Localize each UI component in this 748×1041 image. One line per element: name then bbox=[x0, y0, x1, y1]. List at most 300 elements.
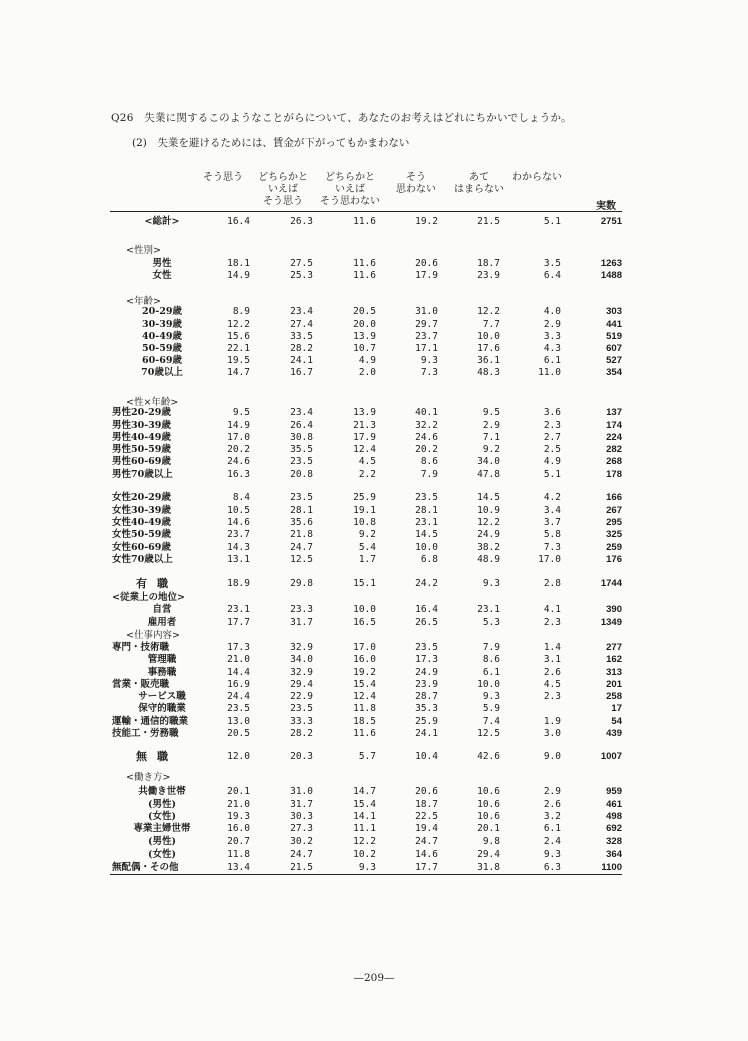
table-cell: 11.6 bbox=[353, 728, 376, 739]
row-label: 70歳以上 bbox=[141, 367, 183, 378]
table-cell: 30.2 bbox=[290, 836, 313, 847]
table-cell: 18.1 bbox=[227, 258, 250, 269]
table-cell: 29.7 bbox=[415, 319, 438, 330]
table-cell: 3.7 bbox=[543, 517, 561, 528]
table-cell: 23.7 bbox=[227, 529, 250, 540]
row-label: <総計> bbox=[144, 216, 180, 227]
column-header-line: いえば bbox=[335, 184, 365, 195]
row-label: 40-49歳 bbox=[142, 331, 182, 342]
table-cell: 12.2 bbox=[477, 517, 500, 528]
table-cell: 33.5 bbox=[290, 331, 313, 342]
row-count: 439 bbox=[606, 728, 622, 739]
table-cell: 14.7 bbox=[227, 367, 250, 378]
table-row bbox=[0, 331, 748, 343]
row-count: 258 bbox=[606, 691, 622, 702]
table-cell: 9.3 bbox=[543, 849, 561, 860]
table-cell: 12.4 bbox=[353, 691, 376, 702]
table-cell: 6.8 bbox=[420, 554, 438, 565]
table-row bbox=[0, 355, 748, 367]
table-row bbox=[0, 245, 748, 257]
table-cell: 11.0 bbox=[538, 367, 561, 378]
row-label: <年齢> bbox=[126, 296, 161, 307]
table-row bbox=[0, 469, 748, 481]
table-cell: 15.4 bbox=[353, 679, 376, 690]
table-cell: 21.0 bbox=[227, 799, 250, 810]
row-count: 166 bbox=[606, 492, 622, 503]
column-header-line: はまらない bbox=[454, 184, 504, 195]
row-count: 162 bbox=[606, 654, 622, 665]
row-label: 60-69歳 bbox=[142, 355, 182, 366]
table-cell: 20.3 bbox=[290, 751, 313, 762]
table-cell: 2.7 bbox=[543, 432, 561, 443]
row-count: 354 bbox=[606, 367, 622, 378]
column-header-line: そう思う bbox=[263, 196, 303, 207]
table-cell: 2.2 bbox=[358, 469, 376, 480]
table-cell: 8.6 bbox=[420, 456, 438, 467]
table-cell: 17.3 bbox=[227, 642, 250, 653]
table-cell: 25.9 bbox=[353, 492, 376, 503]
table-cell: 14.3 bbox=[227, 542, 250, 553]
table-cell: 14.9 bbox=[227, 420, 250, 431]
row-count: 692 bbox=[606, 823, 622, 834]
table-row bbox=[0, 836, 748, 848]
table-row bbox=[0, 492, 748, 504]
table-cell: 10.8 bbox=[353, 517, 376, 528]
table-cell: 20.8 bbox=[290, 469, 313, 480]
table-cell: 6.3 bbox=[543, 862, 561, 873]
table-cell: 1.4 bbox=[543, 642, 561, 653]
table-cell: 3.6 bbox=[543, 407, 561, 418]
table-row bbox=[0, 270, 748, 282]
table-cell: 3.0 bbox=[543, 728, 561, 739]
table-cell: 17.0 bbox=[227, 432, 250, 443]
row-label: 男性 bbox=[152, 258, 172, 269]
table-cell: 9.2 bbox=[358, 529, 376, 540]
row-label: 30-39歳 bbox=[142, 319, 182, 330]
table-cell: 26.3 bbox=[290, 216, 313, 227]
table-cell: 23.5 bbox=[415, 642, 438, 653]
table-cell: 13.4 bbox=[227, 862, 250, 873]
table-cell: 23.1 bbox=[227, 604, 250, 615]
row-label: 専業主婦世帯 bbox=[133, 823, 191, 834]
row-count: 17 bbox=[611, 703, 622, 714]
table-cell: 38.2 bbox=[477, 542, 500, 553]
table-cell: 28.7 bbox=[415, 691, 438, 702]
table-cell: 23.5 bbox=[290, 456, 313, 467]
table-cell: 17.0 bbox=[538, 554, 561, 565]
table-cell: 13.9 bbox=[353, 407, 376, 418]
row-label: <性×年齢> bbox=[126, 397, 179, 408]
table-cell: 9.3 bbox=[482, 578, 500, 589]
table-row bbox=[0, 592, 748, 604]
table-row bbox=[0, 258, 748, 270]
table-row bbox=[0, 703, 748, 715]
table-cell: 4.1 bbox=[543, 604, 561, 615]
table-cell: 14.9 bbox=[227, 270, 250, 281]
row-count: 1100 bbox=[601, 862, 622, 873]
table-cell: 14.4 bbox=[227, 667, 250, 678]
row-count: 390 bbox=[606, 604, 622, 615]
table-cell: 7.4 bbox=[482, 716, 500, 727]
table-cell: 14.1 bbox=[353, 811, 376, 822]
table-cell: 16.7 bbox=[290, 367, 313, 378]
table-row bbox=[0, 604, 748, 616]
table-cell: 28.1 bbox=[290, 505, 313, 516]
table-row bbox=[0, 811, 748, 823]
table-cell: 2.3 bbox=[543, 617, 561, 628]
table-row bbox=[0, 554, 748, 566]
table-cell: 3.4 bbox=[543, 505, 561, 516]
row-count: 201 bbox=[606, 679, 622, 690]
row-label: 無配偶・その他 bbox=[112, 862, 179, 873]
row-count: 259 bbox=[606, 542, 622, 553]
table-row bbox=[0, 529, 748, 541]
row-label: 管理職 bbox=[147, 654, 177, 665]
row-count: 607 bbox=[606, 343, 622, 354]
table-cell: 9.5 bbox=[232, 407, 250, 418]
table-row bbox=[0, 306, 748, 318]
table-row bbox=[0, 432, 748, 444]
table-cell: 23.5 bbox=[227, 703, 250, 714]
table-cell: 23.5 bbox=[415, 492, 438, 503]
row-label: 女性 bbox=[152, 270, 172, 281]
table-cell: 28.2 bbox=[290, 728, 313, 739]
row-label: 男性70歳以上 bbox=[112, 469, 173, 480]
table-cell: 11.8 bbox=[227, 849, 250, 860]
table-cell: 1.9 bbox=[543, 716, 561, 727]
table-cell: 19.3 bbox=[227, 811, 250, 822]
table-cell: 32.2 bbox=[415, 420, 438, 431]
table-cell: 24.9 bbox=[415, 667, 438, 678]
table-cell: 4.3 bbox=[543, 343, 561, 354]
row-count: 267 bbox=[606, 505, 622, 516]
table-cell: 10.0 bbox=[353, 604, 376, 615]
table-cell: 17.6 bbox=[477, 343, 500, 354]
row-label: (女性) bbox=[148, 849, 176, 860]
table-cell: 27.4 bbox=[290, 319, 313, 330]
table-cell: 4.5 bbox=[543, 679, 561, 690]
table-cell: 2.5 bbox=[543, 444, 561, 455]
table-row bbox=[0, 420, 748, 432]
row-count: 1744 bbox=[600, 578, 622, 589]
table-cell: 17.9 bbox=[415, 270, 438, 281]
table-row bbox=[0, 716, 748, 728]
table-row bbox=[0, 642, 748, 654]
table-cell: 16.4 bbox=[227, 216, 250, 227]
table-cell: 5.3 bbox=[482, 617, 500, 628]
table-row bbox=[0, 823, 748, 835]
row-count: 1349 bbox=[600, 617, 622, 628]
row-label: 事務職 bbox=[147, 667, 177, 678]
table-row bbox=[0, 343, 748, 355]
table-row bbox=[0, 444, 748, 456]
table-cell: 31.7 bbox=[290, 799, 313, 810]
table-row bbox=[0, 578, 748, 590]
table-row bbox=[0, 407, 748, 419]
table-cell: 16.0 bbox=[353, 654, 376, 665]
table-cell: 26.4 bbox=[290, 420, 313, 431]
table-cell: 24.6 bbox=[227, 456, 250, 467]
table-cell: 2.9 bbox=[482, 420, 500, 431]
page-number: —209— bbox=[353, 972, 395, 984]
row-label: 女性50-59歳 bbox=[112, 529, 171, 540]
row-label: 男性60-69歳 bbox=[112, 456, 171, 467]
table-cell: 4.2 bbox=[543, 492, 561, 503]
table-row bbox=[0, 799, 748, 811]
row-label: <働き方> bbox=[126, 772, 171, 783]
table-cell: 5.1 bbox=[543, 216, 561, 227]
table-cell: 19.5 bbox=[227, 355, 250, 366]
table-cell: 4.0 bbox=[543, 306, 561, 317]
row-count: 224 bbox=[606, 432, 622, 443]
table-cell: 20.2 bbox=[415, 444, 438, 455]
row-count: 268 bbox=[606, 456, 622, 467]
table-cell: 23.9 bbox=[477, 270, 500, 281]
table-cell: 16.4 bbox=[415, 604, 438, 615]
table-cell: 31.7 bbox=[290, 617, 313, 628]
table-cell: 1.7 bbox=[358, 554, 376, 565]
row-label: (男性) bbox=[148, 799, 176, 810]
table-row bbox=[0, 654, 748, 666]
table-cell: 18.7 bbox=[415, 799, 438, 810]
table-cell: 2.3 bbox=[543, 691, 561, 702]
table-row bbox=[0, 216, 748, 228]
row-label: 自営 bbox=[152, 604, 172, 615]
table-cell: 5.8 bbox=[543, 529, 561, 540]
table-cell: 20.6 bbox=[415, 786, 438, 797]
row-label: 男性50-59歳 bbox=[112, 444, 171, 455]
table-cell: 21.3 bbox=[353, 420, 376, 431]
table-cell: 5.4 bbox=[358, 542, 376, 553]
table-cell: 17.3 bbox=[415, 654, 438, 665]
table-cell: 8.9 bbox=[232, 306, 250, 317]
table-cell: 18.9 bbox=[227, 578, 250, 589]
row-label: 保守的職業 bbox=[138, 703, 186, 714]
table-cell: 15.6 bbox=[227, 331, 250, 342]
table-cell: 14.7 bbox=[353, 786, 376, 797]
table-cell: 21.5 bbox=[290, 862, 313, 873]
column-header-line: そう思わない bbox=[320, 196, 380, 207]
table-cell: 11.6 bbox=[353, 216, 376, 227]
row-count: 441 bbox=[606, 319, 622, 330]
table-cell: 23.5 bbox=[290, 492, 313, 503]
row-label: <従業上の地位> bbox=[112, 592, 185, 603]
table-cell: 9.2 bbox=[482, 444, 500, 455]
row-count: 364 bbox=[606, 849, 622, 860]
row-label: 専門・技術職 bbox=[112, 642, 170, 653]
row-count: 1263 bbox=[600, 258, 622, 269]
row-count: 176 bbox=[606, 554, 622, 565]
row-label: 女性30-39歳 bbox=[112, 505, 171, 516]
table-cell: 10.5 bbox=[227, 505, 250, 516]
table-cell: 13.9 bbox=[353, 331, 376, 342]
row-label: 有職 bbox=[136, 577, 178, 590]
table-cell: 8.6 bbox=[482, 654, 500, 665]
table-cell: 9.5 bbox=[482, 407, 500, 418]
table-cell: 19.2 bbox=[415, 216, 438, 227]
table-row bbox=[0, 667, 748, 679]
row-count: 325 bbox=[606, 529, 622, 540]
table-row bbox=[0, 728, 748, 740]
row-count: 295 bbox=[606, 517, 622, 528]
table-cell: 25.9 bbox=[415, 716, 438, 727]
column-header-line: どちらかと bbox=[325, 172, 375, 183]
table-cell: 23.4 bbox=[290, 407, 313, 418]
row-count: 303 bbox=[606, 306, 622, 317]
table-cell: 19.2 bbox=[353, 667, 376, 678]
table-cell: 12.5 bbox=[290, 554, 313, 565]
table-row bbox=[0, 786, 748, 798]
row-count: 277 bbox=[606, 642, 622, 653]
table-cell: 16.0 bbox=[227, 823, 250, 834]
row-count: 959 bbox=[606, 786, 622, 797]
table-cell: 17.1 bbox=[415, 343, 438, 354]
table-cell: 19.1 bbox=[353, 505, 376, 516]
table-cell: 18.7 bbox=[477, 258, 500, 269]
row-count: 461 bbox=[606, 799, 622, 810]
row-count: 519 bbox=[606, 331, 622, 342]
table-cell: 13.0 bbox=[227, 716, 250, 727]
table-row bbox=[0, 691, 748, 703]
table-row bbox=[0, 367, 748, 379]
table-cell: 4.9 bbox=[358, 355, 376, 366]
table-cell: 13.1 bbox=[227, 554, 250, 565]
table-cell: 3.5 bbox=[543, 258, 561, 269]
row-label: 運輸・通信的職業 bbox=[112, 716, 189, 727]
row-count: 2751 bbox=[600, 216, 622, 227]
row-count: 137 bbox=[606, 407, 622, 418]
table-cell: 36.1 bbox=[477, 355, 500, 366]
row-label: 50-59歳 bbox=[142, 343, 182, 354]
table-cell: 21.8 bbox=[290, 529, 313, 540]
table-cell: 12.0 bbox=[227, 751, 250, 762]
row-label: 技能工・労務職 bbox=[112, 728, 179, 739]
table-cell: 2.3 bbox=[543, 420, 561, 431]
table-cell: 10.7 bbox=[353, 343, 376, 354]
row-count: 1488 bbox=[600, 270, 622, 281]
table-cell: 23.9 bbox=[415, 679, 438, 690]
table-cell: 24.7 bbox=[415, 836, 438, 847]
row-label: 男性20-29歳 bbox=[112, 407, 171, 418]
table-cell: 7.9 bbox=[420, 469, 438, 480]
table-cell: 24.4 bbox=[227, 691, 250, 702]
table-cell: 34.0 bbox=[290, 654, 313, 665]
table-cell: 48.9 bbox=[477, 554, 500, 565]
table-cell: 25.3 bbox=[290, 270, 313, 281]
column-header-line: どちらかと bbox=[258, 172, 308, 183]
table-cell: 5.9 bbox=[482, 703, 500, 714]
table-cell: 10.6 bbox=[477, 786, 500, 797]
table-cell: 11.8 bbox=[353, 703, 376, 714]
row-count: 328 bbox=[606, 836, 622, 847]
row-count: 174 bbox=[606, 420, 622, 431]
table-row bbox=[0, 751, 748, 763]
row-label: (男性) bbox=[148, 836, 176, 847]
row-label: 雇用者 bbox=[147, 617, 177, 628]
table-cell: 10.0 bbox=[415, 542, 438, 553]
row-count: 498 bbox=[606, 811, 622, 822]
table-cell: 28.1 bbox=[415, 505, 438, 516]
table-cell: 18.5 bbox=[353, 716, 376, 727]
table-cell: 5.1 bbox=[543, 469, 561, 480]
table-cell: 2.0 bbox=[358, 367, 376, 378]
table-cell: 20.5 bbox=[353, 306, 376, 317]
table-cell: 9.3 bbox=[358, 862, 376, 873]
row-count: 1007 bbox=[600, 751, 622, 762]
table-cell: 10.0 bbox=[477, 679, 500, 690]
table-cell: 17.7 bbox=[227, 617, 250, 628]
table-cell: 48.3 bbox=[477, 367, 500, 378]
table-cell: 3.1 bbox=[543, 654, 561, 665]
table-cell: 11.6 bbox=[353, 270, 376, 281]
table-cell: 16.5 bbox=[353, 617, 376, 628]
table-cell: 14.6 bbox=[415, 849, 438, 860]
table-cell: 8.4 bbox=[232, 492, 250, 503]
table-cell: 2.6 bbox=[543, 667, 561, 678]
row-count: 313 bbox=[606, 667, 622, 678]
table-cell: 20.0 bbox=[353, 319, 376, 330]
table-cell: 20.5 bbox=[227, 728, 250, 739]
row-label: 営業・販売職 bbox=[112, 679, 170, 690]
table-cell: 2.6 bbox=[543, 799, 561, 810]
table-cell: 9.0 bbox=[543, 751, 561, 762]
table-row bbox=[0, 772, 748, 784]
table-cell: 17.7 bbox=[415, 862, 438, 873]
table-cell: 35.3 bbox=[415, 703, 438, 714]
table-cell: 7.9 bbox=[482, 642, 500, 653]
table-row bbox=[0, 319, 748, 331]
row-label: 男性40-49歳 bbox=[112, 432, 171, 443]
table-cell: 24.1 bbox=[415, 728, 438, 739]
table-cell: 23.3 bbox=[290, 604, 313, 615]
row-label: サービス職 bbox=[138, 691, 186, 702]
column-header-count: 実数 bbox=[596, 201, 616, 212]
table-cell: 22.5 bbox=[415, 811, 438, 822]
table-cell: 17.9 bbox=[353, 432, 376, 443]
table-cell: 20.2 bbox=[227, 444, 250, 455]
table-cell: 28.2 bbox=[290, 343, 313, 354]
table-cell: 21.5 bbox=[477, 216, 500, 227]
table-row bbox=[0, 630, 748, 642]
table-cell: 27.3 bbox=[290, 823, 313, 834]
table-cell: 23.1 bbox=[477, 604, 500, 615]
table-cell: 10.6 bbox=[477, 811, 500, 822]
table-cell: 4.9 bbox=[543, 456, 561, 467]
row-label: 女性40-49歳 bbox=[112, 517, 171, 528]
table-cell: 6.1 bbox=[482, 667, 500, 678]
table-cell: 33.3 bbox=[290, 716, 313, 727]
table-cell: 20.1 bbox=[477, 823, 500, 834]
table-cell: 3.3 bbox=[543, 331, 561, 342]
table-cell: 9.3 bbox=[482, 691, 500, 702]
table-cell: 29.4 bbox=[477, 849, 500, 860]
table-cell: 14.6 bbox=[227, 517, 250, 528]
table-cell: 12.5 bbox=[477, 728, 500, 739]
table-cell: 16.3 bbox=[227, 469, 250, 480]
table-cell: 30.8 bbox=[290, 432, 313, 443]
table-cell: 10.0 bbox=[477, 331, 500, 342]
table-cell: 7.3 bbox=[420, 367, 438, 378]
row-count: 527 bbox=[606, 355, 622, 366]
table-cell: 29.4 bbox=[290, 679, 313, 690]
table-row bbox=[0, 517, 748, 529]
column-header-line: そう思う bbox=[203, 172, 243, 183]
table-cell: 21.0 bbox=[227, 654, 250, 665]
table-cell: 20.1 bbox=[227, 786, 250, 797]
table-cell: 31.8 bbox=[477, 862, 500, 873]
table-cell: 9.3 bbox=[420, 355, 438, 366]
row-label: 20-29歳 bbox=[142, 306, 182, 317]
